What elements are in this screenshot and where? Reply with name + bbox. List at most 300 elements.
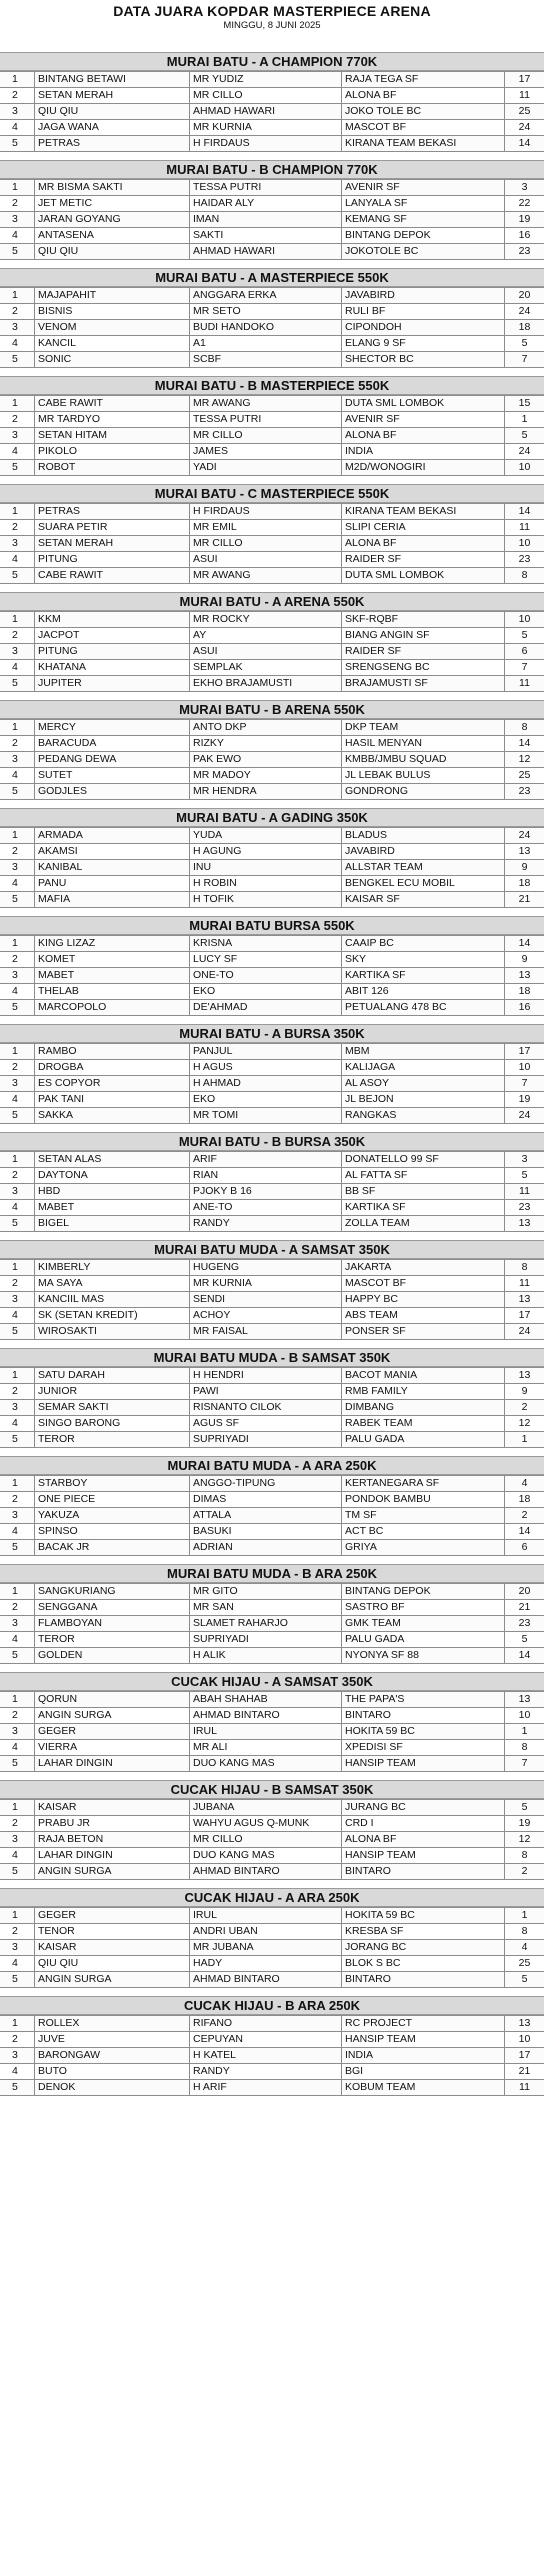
owner-cell: BUDI HANDOKO bbox=[189, 320, 341, 335]
rank-cell: 1 bbox=[12, 1801, 18, 1813]
owner-cell: AHMAD BINTARO bbox=[189, 1972, 341, 1987]
owner-cell: SLAMET RAHARJO bbox=[189, 1616, 341, 1631]
score-cell: 11 bbox=[504, 676, 544, 691]
rank-cell: 4 bbox=[12, 1633, 18, 1645]
score-cell: 15 bbox=[504, 396, 544, 411]
team-cell: SKF-RQBF bbox=[341, 612, 504, 627]
rank-cell: 2 bbox=[12, 1601, 18, 1613]
score-cell: 17 bbox=[504, 1044, 544, 1059]
team-cell: JL BEJON bbox=[341, 1092, 504, 1107]
team-cell: GMK TEAM bbox=[341, 1616, 504, 1631]
team-cell: JAKARTA bbox=[341, 1260, 504, 1275]
team-cell: MBM bbox=[341, 1044, 504, 1059]
results-table bbox=[0, 71, 544, 152]
rank-cell: 3 bbox=[12, 1725, 18, 1737]
owner-cell: RISNANTO CILOK bbox=[189, 1400, 341, 1415]
team-cell: RMB FAMILY bbox=[341, 1384, 504, 1399]
score-cell: 13 bbox=[504, 2016, 544, 2031]
owner-cell: ANE-TO bbox=[189, 1200, 341, 1215]
table-row bbox=[0, 1044, 544, 1060]
bird-name-cell: JUVE bbox=[34, 2032, 189, 2047]
bird-name-cell: MABET bbox=[34, 1200, 189, 1215]
score-cell: 3 bbox=[504, 1152, 544, 1167]
score-cell: 19 bbox=[504, 1816, 544, 1831]
team-cell: HANSIP TEAM bbox=[341, 2032, 504, 2047]
rank-cell: 5 bbox=[12, 1217, 18, 1229]
team-cell: JOKO TOLE BC bbox=[341, 104, 504, 119]
rank-cell: 1 bbox=[12, 829, 18, 841]
table-row bbox=[0, 952, 544, 968]
team-cell: AL FATTA SF bbox=[341, 1168, 504, 1183]
owner-cell: RIZKY bbox=[189, 736, 341, 751]
bird-name-cell: JUPITER bbox=[34, 676, 189, 691]
bird-name-cell: MARCOPOLO bbox=[34, 1000, 189, 1015]
team-cell: JL LEBAK BULUS bbox=[341, 768, 504, 783]
table-row bbox=[0, 1416, 544, 1432]
owner-cell: AHMAD BINTARO bbox=[189, 1864, 341, 1879]
rank-cell: 1 bbox=[12, 721, 18, 733]
bird-name-cell: KHATANA bbox=[34, 660, 189, 675]
owner-cell: MR KURNIA bbox=[189, 1276, 341, 1291]
team-cell: KMBB/JMBU SQUAD bbox=[341, 752, 504, 767]
event-date: MINGGU, 8 JUNI 2025 bbox=[223, 20, 321, 31]
team-cell: HANSIP TEAM bbox=[341, 1848, 504, 1863]
bird-name-cell: KAISAR bbox=[34, 1800, 189, 1815]
team-cell: INDIA bbox=[341, 444, 504, 459]
owner-cell: MR CILLO bbox=[189, 536, 341, 551]
table-row bbox=[0, 536, 544, 552]
bird-name-cell: GODJLES bbox=[34, 784, 189, 799]
bird-name-cell: JAGA WANA bbox=[34, 120, 189, 135]
bird-name-cell: QIU QIU bbox=[34, 104, 189, 119]
table-row bbox=[0, 2064, 544, 2080]
rank-cell: 2 bbox=[12, 1709, 18, 1721]
owner-cell: BASUKI bbox=[189, 1524, 341, 1539]
owner-cell: ARIF bbox=[189, 1152, 341, 1167]
table-row bbox=[0, 88, 544, 104]
bird-name-cell: BINTANG BETAWI bbox=[34, 72, 189, 87]
score-cell: 21 bbox=[504, 892, 544, 907]
team-cell: KIRANA TEAM BEKASI bbox=[341, 136, 504, 151]
rank-cell: 5 bbox=[12, 2081, 18, 2093]
team-cell: BGI bbox=[341, 2064, 504, 2079]
owner-cell: MR MADOY bbox=[189, 768, 341, 783]
owner-cell: AHMAD HAWARI bbox=[189, 244, 341, 259]
owner-cell: MR YUDIZ bbox=[189, 72, 341, 87]
score-cell: 6 bbox=[504, 644, 544, 659]
table-row bbox=[0, 2032, 544, 2048]
section-title: MURAI BATU MUDA - B ARA 250K bbox=[0, 1564, 544, 1583]
bird-name-cell: SETAN HITAM bbox=[34, 428, 189, 443]
team-cell: KARTIKA SF bbox=[341, 1200, 504, 1215]
bird-name-cell: VENOM bbox=[34, 320, 189, 335]
rank-cell: 5 bbox=[12, 1757, 18, 1769]
team-cell: ALLSTAR TEAM bbox=[341, 860, 504, 875]
score-cell: 24 bbox=[504, 444, 544, 459]
result-section bbox=[0, 592, 544, 692]
score-cell: 9 bbox=[504, 1384, 544, 1399]
team-cell: JOKOTOLE BC bbox=[341, 244, 504, 259]
bird-name-cell: MR BISMA SAKTI bbox=[34, 180, 189, 195]
owner-cell: JAMES bbox=[189, 444, 341, 459]
results-table bbox=[0, 179, 544, 260]
result-section bbox=[0, 1672, 544, 1772]
owner-cell: PAK EWO bbox=[189, 752, 341, 767]
owner-cell: ANGGO-TIPUNG bbox=[189, 1476, 341, 1491]
table-row bbox=[0, 320, 544, 336]
results-table bbox=[0, 1043, 544, 1124]
owner-cell: INU bbox=[189, 860, 341, 875]
rank-cell: 5 bbox=[12, 1973, 18, 1985]
score-cell: 25 bbox=[504, 1956, 544, 1971]
rank-cell: 4 bbox=[12, 769, 18, 781]
owner-cell: MR ROCKY bbox=[189, 612, 341, 627]
table-row bbox=[0, 1692, 544, 1708]
score-cell: 4 bbox=[504, 1476, 544, 1491]
score-cell: 24 bbox=[504, 1108, 544, 1123]
rank-cell: 4 bbox=[12, 1417, 18, 1429]
table-row bbox=[0, 1832, 544, 1848]
score-cell: 8 bbox=[504, 720, 544, 735]
score-cell: 1 bbox=[504, 1724, 544, 1739]
team-cell: SKY bbox=[341, 952, 504, 967]
rank-cell: 1 bbox=[12, 1693, 18, 1705]
result-section bbox=[0, 1780, 544, 1880]
rank-cell: 4 bbox=[12, 661, 18, 673]
table-row bbox=[0, 504, 544, 520]
rank-cell: 3 bbox=[12, 2049, 18, 2061]
bird-name-cell: SPINSO bbox=[34, 1524, 189, 1539]
bird-name-cell: DAYTONA bbox=[34, 1168, 189, 1183]
team-cell: THE PAPA'S bbox=[341, 1692, 504, 1707]
table-row bbox=[0, 752, 544, 768]
table-row bbox=[0, 1908, 544, 1924]
bird-name-cell: RAJA BETON bbox=[34, 1832, 189, 1847]
table-row bbox=[0, 444, 544, 460]
owner-cell: H KATEL bbox=[189, 2048, 341, 2063]
table-row bbox=[0, 860, 544, 876]
score-cell: 18 bbox=[504, 984, 544, 999]
result-section bbox=[0, 1564, 544, 1664]
rank-cell: 2 bbox=[12, 953, 18, 965]
owner-cell: SENDI bbox=[189, 1292, 341, 1307]
table-row bbox=[0, 1724, 544, 1740]
table-row bbox=[0, 1540, 544, 1556]
section-title: MURAI BATU MUDA - A ARA 250K bbox=[0, 1456, 544, 1475]
owner-cell: MR FAISAL bbox=[189, 1324, 341, 1339]
team-cell: HASIL MENYAN bbox=[341, 736, 504, 751]
score-cell: 9 bbox=[504, 860, 544, 875]
score-cell: 10 bbox=[504, 1060, 544, 1075]
table-row bbox=[0, 1708, 544, 1724]
table-row bbox=[0, 1308, 544, 1324]
result-section bbox=[0, 484, 544, 584]
score-cell: 25 bbox=[504, 768, 544, 783]
team-cell: HOKITA 59 BC bbox=[341, 1724, 504, 1739]
score-cell: 10 bbox=[504, 460, 544, 475]
owner-cell: ACHOY bbox=[189, 1308, 341, 1323]
team-cell: SASTRO BF bbox=[341, 1600, 504, 1615]
section-title: CUCAK HIJAU - B ARA 250K bbox=[0, 1996, 544, 2015]
rank-cell: 5 bbox=[12, 1109, 18, 1121]
score-cell: 5 bbox=[504, 1800, 544, 1815]
bird-name-cell: MR TARDYO bbox=[34, 412, 189, 427]
rank-cell: 3 bbox=[12, 1833, 18, 1845]
results-table bbox=[0, 1691, 544, 1772]
table-row bbox=[0, 1108, 544, 1124]
score-cell: 3 bbox=[504, 180, 544, 195]
rank-cell: 4 bbox=[12, 1309, 18, 1321]
owner-cell: SAKTI bbox=[189, 228, 341, 243]
owner-cell: A1 bbox=[189, 336, 341, 351]
score-cell: 19 bbox=[504, 212, 544, 227]
team-cell: SLIPI CERIA bbox=[341, 520, 504, 535]
owner-cell: H AGUS bbox=[189, 1060, 341, 1075]
table-row bbox=[0, 984, 544, 1000]
table-row bbox=[0, 396, 544, 412]
table-row bbox=[0, 968, 544, 984]
rank-cell: 2 bbox=[12, 629, 18, 641]
owner-cell: ANGGARA ERKA bbox=[189, 288, 341, 303]
team-cell: PALU GADA bbox=[341, 1432, 504, 1447]
rank-cell: 1 bbox=[12, 1045, 18, 1057]
section-title: MURAI BATU MUDA - A SAMSAT 350K bbox=[0, 1240, 544, 1259]
team-cell: CRD I bbox=[341, 1816, 504, 1831]
score-cell: 11 bbox=[504, 2080, 544, 2095]
score-cell: 16 bbox=[504, 1000, 544, 1015]
owner-cell: PANJUL bbox=[189, 1044, 341, 1059]
results-table bbox=[0, 1151, 544, 1232]
team-cell: HAPPY BC bbox=[341, 1292, 504, 1307]
team-cell: AVENIR SF bbox=[341, 180, 504, 195]
bird-name-cell: PITUNG bbox=[34, 552, 189, 567]
score-cell: 8 bbox=[504, 1848, 544, 1863]
rank-cell: 1 bbox=[12, 1477, 18, 1489]
bird-name-cell: PETRAS bbox=[34, 504, 189, 519]
score-cell: 14 bbox=[504, 736, 544, 751]
rank-cell: 4 bbox=[12, 1849, 18, 1861]
table-row bbox=[0, 1324, 544, 1340]
results-table bbox=[0, 1583, 544, 1664]
score-cell: 5 bbox=[504, 628, 544, 643]
score-cell: 8 bbox=[504, 1924, 544, 1939]
score-cell: 19 bbox=[504, 1092, 544, 1107]
rank-cell: 2 bbox=[12, 1493, 18, 1505]
rank-cell: 5 bbox=[12, 1433, 18, 1445]
owner-cell: EKO bbox=[189, 1092, 341, 1107]
bird-name-cell: MAFIA bbox=[34, 892, 189, 907]
table-row bbox=[0, 196, 544, 212]
table-row bbox=[0, 1400, 544, 1416]
team-cell: KAISAR SF bbox=[341, 892, 504, 907]
score-cell: 14 bbox=[504, 1524, 544, 1539]
score-cell: 14 bbox=[504, 1648, 544, 1663]
rank-cell: 5 bbox=[12, 353, 18, 365]
team-cell: BACOT MANIA bbox=[341, 1368, 504, 1383]
bird-name-cell: DENOK bbox=[34, 2080, 189, 2095]
score-cell: 11 bbox=[504, 520, 544, 535]
bird-name-cell: PANU bbox=[34, 876, 189, 891]
bird-name-cell: TEROR bbox=[34, 1632, 189, 1647]
score-cell: 17 bbox=[504, 72, 544, 87]
rank-cell: 3 bbox=[12, 1941, 18, 1953]
bird-name-cell: SUTET bbox=[34, 768, 189, 783]
team-cell: ALONA BF bbox=[341, 1832, 504, 1847]
result-section bbox=[0, 52, 544, 152]
score-cell: 2 bbox=[504, 1864, 544, 1879]
owner-cell: ADRIAN bbox=[189, 1540, 341, 1555]
owner-cell: ATTALA bbox=[189, 1508, 341, 1523]
bird-name-cell: SETAN MERAH bbox=[34, 536, 189, 551]
team-cell: HOKITA 59 BC bbox=[341, 1908, 504, 1923]
results-table bbox=[0, 611, 544, 692]
section-title: CUCAK HIJAU - A ARA 250K bbox=[0, 1888, 544, 1907]
bird-name-cell: FLAMBOYAN bbox=[34, 1616, 189, 1631]
table-row bbox=[0, 136, 544, 152]
score-cell: 5 bbox=[504, 1168, 544, 1183]
team-cell: BENGKEL ECU MOBIL bbox=[341, 876, 504, 891]
owner-cell: YADI bbox=[189, 460, 341, 475]
bird-name-cell: BUTO bbox=[34, 2064, 189, 2079]
bird-name-cell: QIU QIU bbox=[34, 244, 189, 259]
owner-cell: ASUI bbox=[189, 644, 341, 659]
bird-name-cell: THELAB bbox=[34, 984, 189, 999]
section-title: MURAI BATU MUDA - B SAMSAT 350K bbox=[0, 1348, 544, 1367]
table-row bbox=[0, 352, 544, 368]
results-table bbox=[0, 1907, 544, 1988]
table-row bbox=[0, 1184, 544, 1200]
team-cell: LANYALA SF bbox=[341, 196, 504, 211]
rank-cell: 1 bbox=[12, 181, 18, 193]
section-title: MURAI BATU - B ARENA 550K bbox=[0, 700, 544, 719]
team-cell: BLADUS bbox=[341, 828, 504, 843]
team-cell: RAIDER SF bbox=[341, 644, 504, 659]
result-section bbox=[0, 916, 544, 1016]
score-cell: 14 bbox=[504, 504, 544, 519]
result-section bbox=[0, 268, 544, 368]
bird-name-cell: TEROR bbox=[34, 1432, 189, 1447]
table-row bbox=[0, 612, 544, 628]
score-cell: 10 bbox=[504, 536, 544, 551]
bird-name-cell: SETAN ALAS bbox=[34, 1152, 189, 1167]
team-cell: RAJA TEGA SF bbox=[341, 72, 504, 87]
page-title: DATA JUARA KOPDAR MASTERPIECE ARENA bbox=[113, 3, 431, 19]
owner-cell: ONE-TO bbox=[189, 968, 341, 983]
team-cell: SRENGSENG BC bbox=[341, 660, 504, 675]
rank-cell: 3 bbox=[12, 105, 18, 117]
bird-name-cell: PIKOLO bbox=[34, 444, 189, 459]
bird-name-cell: PITUNG bbox=[34, 644, 189, 659]
section-title: MURAI BATU BURSA 550K bbox=[0, 916, 544, 935]
team-cell: TM SF bbox=[341, 1508, 504, 1523]
owner-cell: MR SETO bbox=[189, 304, 341, 319]
table-row bbox=[0, 736, 544, 752]
rank-cell: 4 bbox=[12, 445, 18, 457]
table-row bbox=[0, 244, 544, 260]
owner-cell: DIMAS bbox=[189, 1492, 341, 1507]
bird-name-cell: CABE RAWIT bbox=[34, 568, 189, 583]
table-row bbox=[0, 104, 544, 120]
bird-name-cell: LAHAR DINGIN bbox=[34, 1756, 189, 1771]
rank-cell: 5 bbox=[12, 461, 18, 473]
score-cell: 20 bbox=[504, 1584, 544, 1599]
results-list bbox=[0, 52, 544, 2096]
bird-name-cell: AKAMSI bbox=[34, 844, 189, 859]
owner-cell: DUO KANG MAS bbox=[189, 1848, 341, 1863]
table-row bbox=[0, 876, 544, 892]
bird-name-cell: VIERRA bbox=[34, 1740, 189, 1755]
owner-cell: RANDY bbox=[189, 2064, 341, 2079]
bird-name-cell: SONIC bbox=[34, 352, 189, 367]
score-cell: 5 bbox=[504, 1632, 544, 1647]
team-cell: DUTA SML LOMBOK bbox=[341, 396, 504, 411]
result-section bbox=[0, 1348, 544, 1448]
team-cell: KARTIKA SF bbox=[341, 968, 504, 983]
owner-cell: SUPRIYADI bbox=[189, 1432, 341, 1447]
score-cell: 10 bbox=[504, 2032, 544, 2047]
owner-cell: PJOKY B 16 bbox=[189, 1184, 341, 1199]
table-row bbox=[0, 1800, 544, 1816]
rank-cell: 3 bbox=[12, 429, 18, 441]
table-row bbox=[0, 1216, 544, 1232]
team-cell: NYONYA SF 88 bbox=[341, 1648, 504, 1663]
owner-cell: MR CILLO bbox=[189, 1832, 341, 1847]
bird-name-cell: JET METIC bbox=[34, 196, 189, 211]
table-row bbox=[0, 844, 544, 860]
rank-cell: 5 bbox=[12, 785, 18, 797]
section-title: MURAI BATU - B MASTERPIECE 550K bbox=[0, 376, 544, 395]
owner-cell: MR AWANG bbox=[189, 396, 341, 411]
rank-cell: 4 bbox=[12, 553, 18, 565]
bird-name-cell: PRABU JR bbox=[34, 1816, 189, 1831]
owner-cell: IRUL bbox=[189, 1908, 341, 1923]
owner-cell: WAHYU AGUS Q-MUNK bbox=[189, 1816, 341, 1831]
owner-cell: MR KURNIA bbox=[189, 120, 341, 135]
owner-cell: MR JUBANA bbox=[189, 1940, 341, 1955]
bird-name-cell: KANCIIL MAS bbox=[34, 1292, 189, 1307]
result-section bbox=[0, 1132, 544, 1232]
score-cell: 8 bbox=[504, 1740, 544, 1755]
table-row bbox=[0, 660, 544, 676]
team-cell: JORANG BC bbox=[341, 1940, 504, 1955]
score-cell: 5 bbox=[504, 1972, 544, 1987]
rank-cell: 4 bbox=[12, 2065, 18, 2077]
rank-cell: 5 bbox=[12, 1001, 18, 1013]
team-cell: BINTANG DEPOK bbox=[341, 228, 504, 243]
table-row bbox=[0, 1524, 544, 1540]
rank-cell: 4 bbox=[12, 1201, 18, 1213]
bird-name-cell: ROLLEX bbox=[34, 2016, 189, 2031]
section-title: MURAI BATU - A CHAMPION 770K bbox=[0, 52, 544, 71]
rank-cell: 5 bbox=[12, 1649, 18, 1661]
bird-name-cell: LAHAR DINGIN bbox=[34, 1848, 189, 1863]
score-cell: 12 bbox=[504, 752, 544, 767]
table-row bbox=[0, 1600, 544, 1616]
table-row bbox=[0, 676, 544, 692]
team-cell: BIANG ANGIN SF bbox=[341, 628, 504, 643]
table-row bbox=[0, 1384, 544, 1400]
owner-cell: DE'AHMAD bbox=[189, 1000, 341, 1015]
table-row bbox=[0, 936, 544, 952]
table-row bbox=[0, 784, 544, 800]
score-cell: 7 bbox=[504, 1076, 544, 1091]
table-row bbox=[0, 336, 544, 352]
result-section bbox=[0, 376, 544, 476]
score-cell: 24 bbox=[504, 828, 544, 843]
rank-cell: 1 bbox=[12, 613, 18, 625]
bird-name-cell: ANGIN SURGA bbox=[34, 1972, 189, 1987]
score-cell: 18 bbox=[504, 1492, 544, 1507]
